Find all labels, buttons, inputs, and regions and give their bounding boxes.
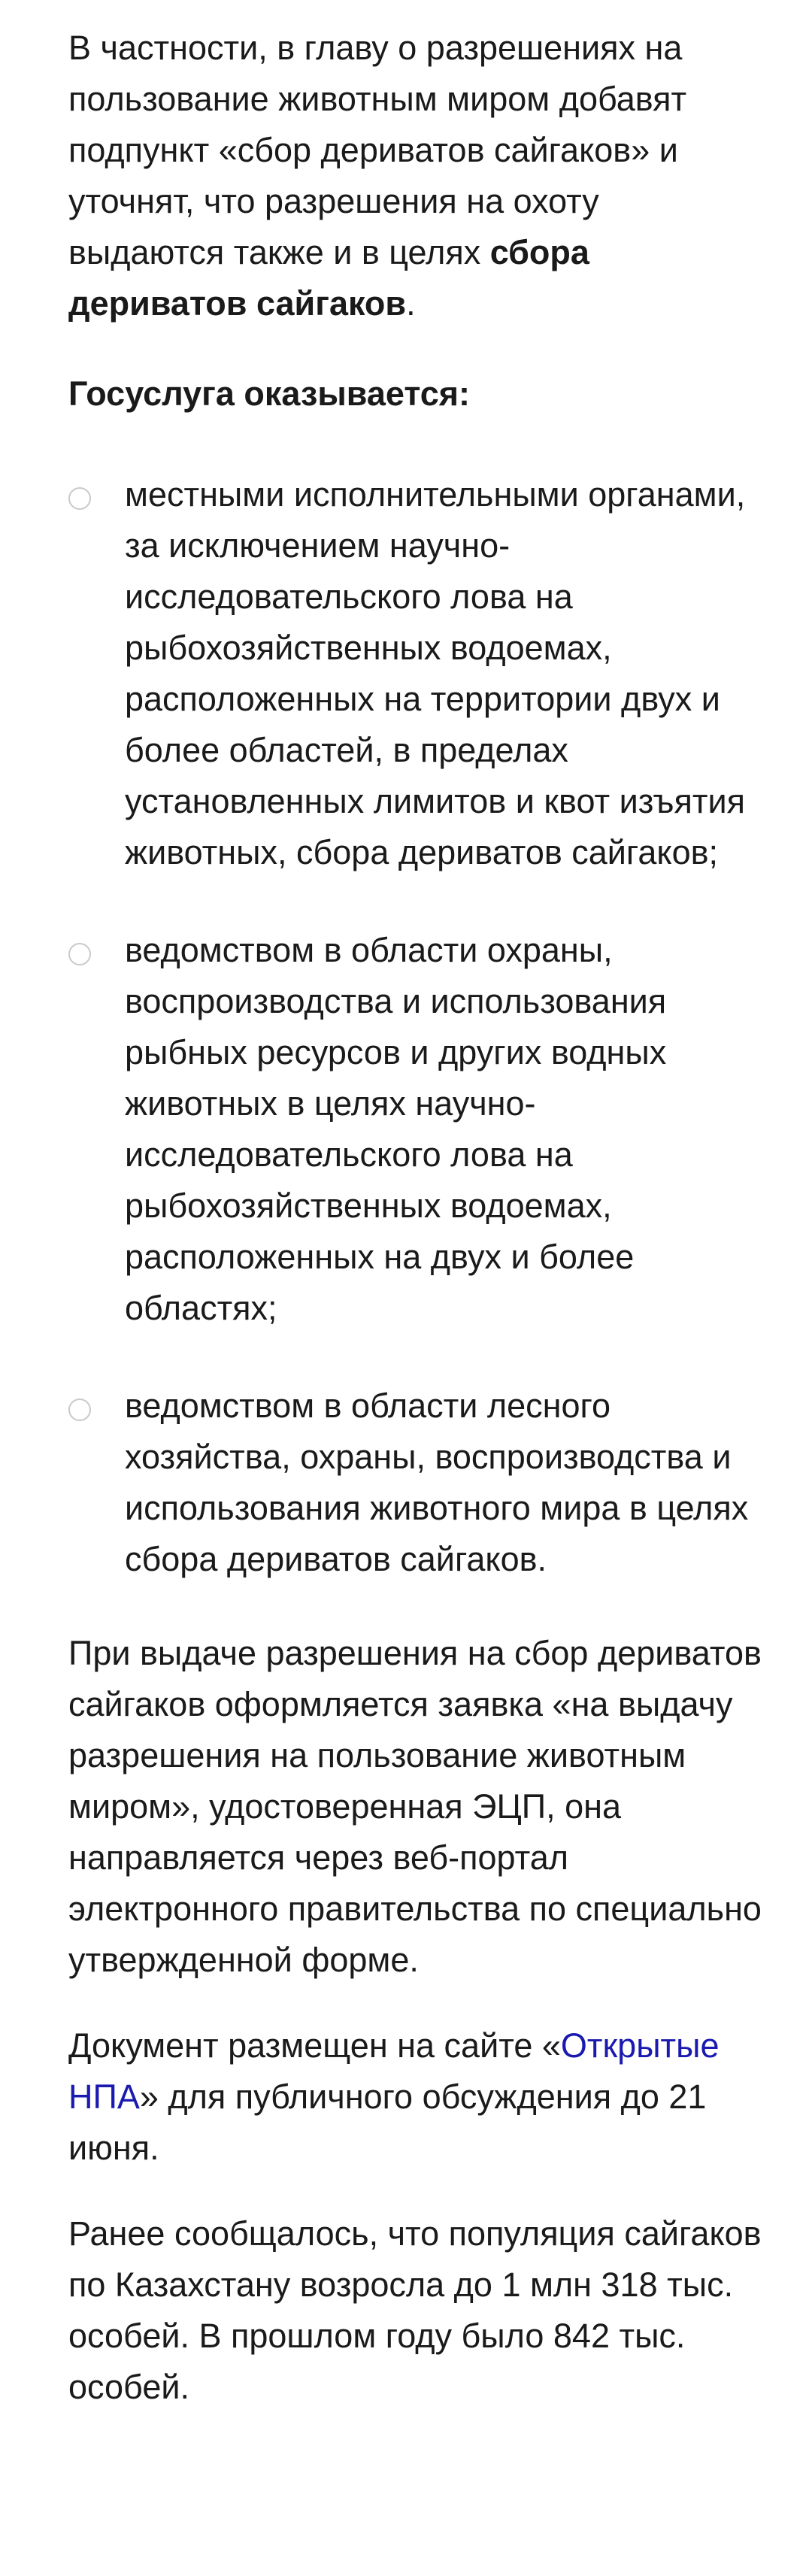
list-item-text: местными исполнительными органами, за исключением научно-исследовательского лова на рыбохозяйственных водоемах, расположенных на территории двух и более областей, в пределах установленных лимитов и квот изъятия животных, сбора дериватов сайгаков; — [125, 475, 746, 871]
list-item — [68, 469, 762, 878]
list-item — [68, 925, 762, 1334]
list-item — [68, 1380, 762, 1585]
service-list — [68, 469, 762, 1585]
document-text-before: Документ размещен на сайте « — [68, 2026, 561, 2065]
service-heading: Госуслуга оказывается: — [68, 374, 471, 413]
list-item-text: ведомством в области лесного хозяйства, охраны, воспроизводства и использования животного мира в целях сбора дериватов сайгаков. — [125, 1386, 749, 1578]
bullet-circle-icon — [68, 487, 91, 510]
bullet-circle-icon — [68, 943, 91, 965]
document-paragraph — [68, 2020, 762, 2174]
bullet-circle-icon — [68, 1399, 91, 1421]
document-text-after: » для публичного обсуждения до 21 июня. — [68, 2077, 707, 2167]
open-npa-link[interactable]: Открытые НПА — [68, 2026, 720, 2116]
list-item-text: ведомством в области охраны, воспроизводства и использования рыбных ресурсов и других водных животных в целях научно-исследовательского лова на рыбохозяйственных водоемах, расположенных на двух и более областях; — [125, 931, 667, 1327]
intro-bold-text: сбора дериватов сайгаков — [68, 233, 589, 323]
intro-end: . — [406, 284, 416, 323]
intro-text: В частности, в главу о разрешениях на пользование животным миром добавят подпункт «сбор дериватов сайгаков» и уточнят, что разрешения на охоту выдаются также и в целях — [68, 29, 687, 271]
application-paragraph: При выдаче разрешения на сбор дериватов сайгаков оформляется заявка «на выдачу разрешения на пользование животным миром», удостоверенная ЭЦП, она направляется через веб-портал электронного правительства по специально утвержденной форме. — [68, 1634, 762, 1979]
intro-paragraph — [68, 23, 762, 329]
population-paragraph: Ранее сообщалось, что популяция сайгаков по Казахстану возросла до 1 млн 318 тыс. особей. В прошлом году было 842 тыс. особей. — [68, 2214, 762, 2406]
